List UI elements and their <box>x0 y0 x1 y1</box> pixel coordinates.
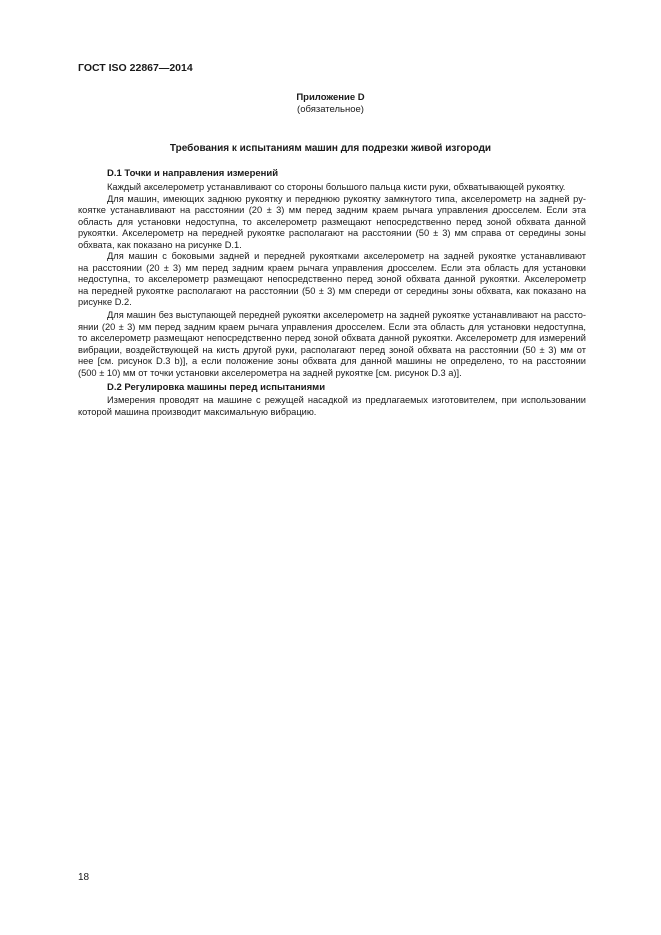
text-line: (500 ± 10) мм от точки установки акселерометра на задней рукоятке [см. рисунок D.3 а)]. <box>78 367 462 378</box>
text-line: вибрации, воздействующей на кисть другой руки, располагают перед зоной обхвата на расстоянии (50 ± 3) мм от <box>78 344 586 355</box>
text-line: то акселерометр размещают непосредственно перед зоной обхвата данной рукоятки. Акселерометр для измерений <box>78 333 586 343</box>
section-heading: D.2 Регулировка машины перед испытаниями <box>107 382 326 393</box>
text-line: янии (20 ± 3) мм перед задним краем рычага управления дросселем. Если эта область для установки недоступна, <box>78 321 586 332</box>
text-line: рисунке D.2. <box>78 297 132 307</box>
text-line: недоступна, то акселерометр размещают непосредственно перед зоной обхвата данной рукоятки. Акселерометр <box>78 274 586 284</box>
appendix-note: (обязательное) <box>297 104 364 115</box>
text-line: рукоятки. Акселерометр на передней рукоятке располагают на расстоянии (50 ± 3) мм справа от середины зоны <box>78 228 586 238</box>
text-line: коятке устанавливают на расстоянии (20 ± 3) мм перед задним краем рычага управления дросселем. Если эта <box>78 205 586 215</box>
text-line: Измерения проводят на машине с режущей насадкой из предлагаемых изготовителем, при использовании <box>107 395 586 405</box>
standard-number: ГОСТ ISO 22867—2014 <box>78 62 193 74</box>
text-line: область для установки недоступна, то акселерометр размещают непосредственно перед зоной обхвата данной <box>78 216 586 227</box>
text-line: обхвата, как показано на рисунке D.1. <box>78 239 242 250</box>
page-number: 18 <box>78 872 90 883</box>
text-line: Для машин с боковыми задней и передней рукоятками акселерометр на задней рукоятке устанавливают <box>107 251 586 261</box>
text-line: Для машин, имеющих заднюю рукоятку и переднюю рукоятку замкнутого типа, акселерометр на задней ру- <box>107 193 586 204</box>
main-title: Требования к испытаниям машин для подрезки живой изгороди <box>169 143 492 154</box>
section-heading: D.1 Точки и направления измерений <box>107 168 279 179</box>
text-line: нее [см. рисунок D.3 b)], а если положение зоны обхвата для данной машины не определено, то на расстоянии <box>78 356 586 366</box>
text-line: Каждый акселерометр устанавливают со стороны большого пальца кисти руки, обхватывающей рукоятку. <box>107 182 566 192</box>
text-line: на расстоянии (20 ± 3) мм перед задним краем рычага управления дросселем. Если эта область для установки <box>78 262 586 273</box>
text-line: которой машина производит максимальную вибрацию. <box>78 406 317 417</box>
text-line: на передней рукоятке располагают на расстоянии (50 ± 3) мм спереди от середины зоны обхвата, как показано на <box>78 285 586 296</box>
appendix-title: Приложение D <box>296 92 365 103</box>
text-line: Для машин без выступающей передней рукоятки акселерометр на задней рукоятке устанавливают на рассто- <box>107 310 586 320</box>
